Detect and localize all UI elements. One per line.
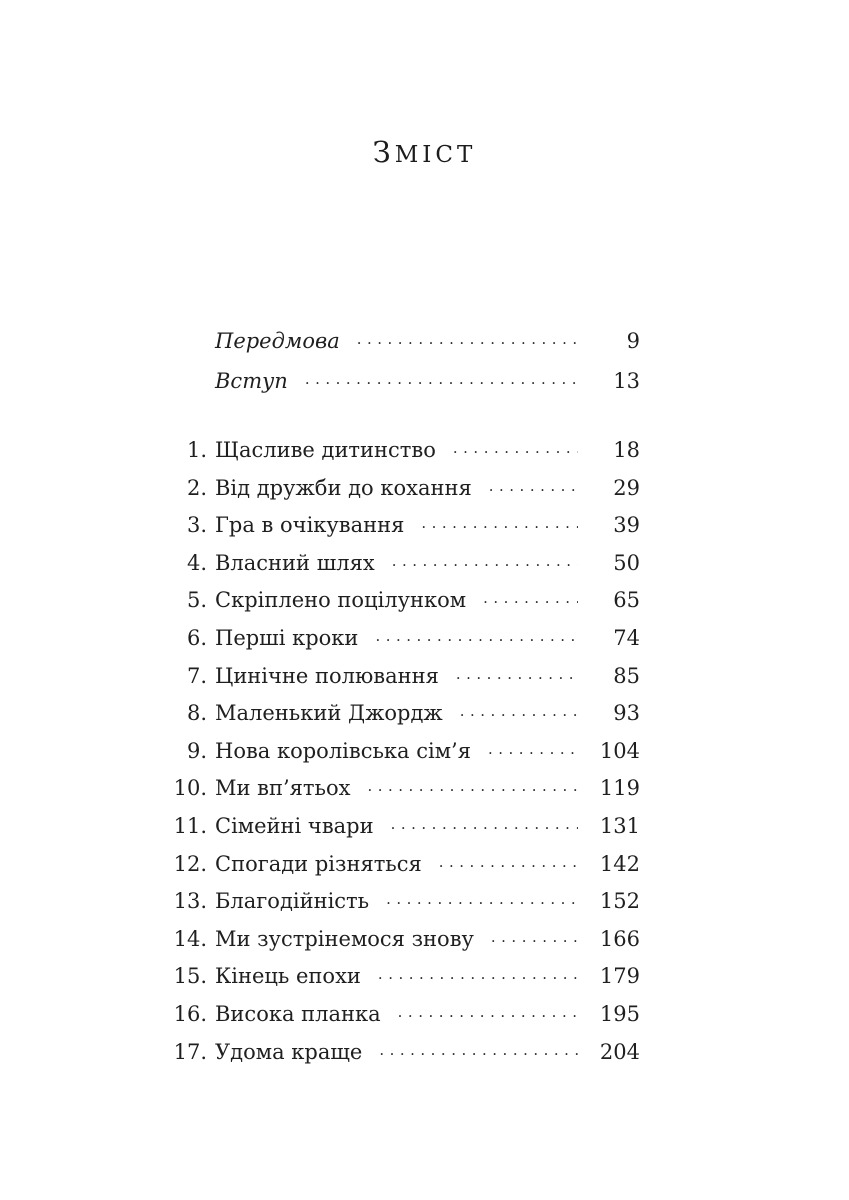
entry-title: Удома краще (215, 1039, 363, 1064)
chapter-number: 17. (173, 1039, 207, 1064)
entry-title: Скріплено поцілунком (215, 588, 467, 613)
dot-leader (421, 509, 578, 547)
dot-leader (489, 472, 578, 510)
entry-title: Гра в очікування (215, 513, 405, 538)
dot-leader (386, 885, 578, 923)
dot-leader (392, 547, 578, 585)
dot-leader (483, 584, 578, 622)
entry-title: Передмова (215, 329, 340, 353)
page-number: 29 (613, 475, 640, 500)
entry-title: Цинічне полювання (215, 663, 439, 688)
entry-title: Вступ (215, 369, 288, 393)
entry-title: Нова королівська сім’я (215, 738, 471, 763)
chapter-number: 12. (173, 851, 207, 876)
toc-chapter-row (150, 808, 640, 846)
chapter-number: 4. (186, 550, 207, 575)
chapter-number: 14. (173, 926, 207, 951)
dot-leader (488, 735, 578, 773)
chapter-number: 6. (186, 625, 207, 650)
chapter-number: 10. (173, 776, 207, 801)
entry-title: Висока планка (215, 1001, 381, 1026)
dot-leader (460, 697, 578, 735)
entry-title: Перші кроки (215, 625, 359, 650)
chapter-number: 8. (186, 701, 207, 726)
toc-chapter-row (150, 658, 640, 696)
toc-chapter-row (150, 507, 640, 545)
page-number: 39 (613, 513, 640, 538)
entry-title: Маленький Джордж (215, 701, 443, 726)
toc-chapter-row (150, 958, 640, 996)
chapter-number: 2. (186, 475, 207, 500)
entry-title: Спогади різняться (215, 851, 422, 876)
page-number: 179 (599, 964, 640, 989)
toc-front-matter-row (150, 321, 640, 361)
toc-chapter-row (150, 846, 640, 884)
toc-chapter-row (150, 1034, 640, 1072)
page-number: 152 (599, 889, 640, 914)
page-number: 9 (626, 329, 640, 353)
page-number: 204 (599, 1039, 640, 1064)
page-number: 142 (599, 851, 640, 876)
dot-leader (439, 848, 578, 886)
front-matter-list (150, 321, 640, 401)
page-number: 131 (599, 813, 640, 838)
toc-chapter-row (150, 770, 640, 808)
dot-leader (357, 323, 578, 363)
toc-front-matter-row (150, 361, 640, 401)
dot-leader (375, 622, 578, 660)
page-number: 195 (599, 1001, 640, 1026)
dot-leader (391, 810, 578, 848)
page-number: 119 (599, 776, 640, 801)
chapter-number: 16. (173, 1001, 207, 1026)
page-number: 65 (613, 588, 640, 613)
page-number: 13 (613, 369, 640, 393)
page-number: 50 (613, 550, 640, 575)
chapter-number: 3. (186, 513, 207, 538)
chapter-number: 15. (173, 964, 207, 989)
toc-lists (150, 321, 640, 1071)
entry-title: Власний шлях (215, 550, 375, 575)
page-title: ЗМІСТ (372, 135, 477, 169)
entry-title: Щасливе дитинство (215, 438, 436, 462)
chapter-list (150, 432, 640, 1071)
dot-leader (305, 363, 578, 403)
entry-title: Благодійність (215, 889, 370, 914)
toc-chapter-row (150, 470, 640, 508)
page-number: 18 (613, 438, 640, 462)
toc-chapter-row (150, 695, 640, 733)
chapter-number: 11. (173, 813, 207, 838)
chapter-number: 1. (186, 438, 207, 462)
entry-title: Ми зустрінемося знову (215, 926, 474, 951)
toc-chapter-row (150, 432, 640, 470)
toc-chapter-row (150, 620, 640, 658)
entry-title: Кінець епохи (215, 964, 361, 989)
entry-title: Сімейні чвари (215, 813, 374, 838)
dot-leader (378, 960, 578, 998)
chapter-number: 5. (186, 588, 207, 613)
page-number: 85 (613, 663, 640, 688)
toc-chapter-row (150, 996, 640, 1034)
toc-chapter-row (150, 883, 640, 921)
toc-chapter-row (150, 733, 640, 771)
page-number: 74 (613, 625, 640, 650)
page-number: 93 (613, 701, 640, 726)
dot-leader (453, 434, 578, 472)
toc-chapter-row (150, 582, 640, 620)
toc-chapter-row (150, 545, 640, 583)
dot-leader (398, 998, 578, 1036)
entry-title: Ми вп’ятьох (215, 776, 351, 801)
toc-chapter-row (150, 921, 640, 959)
page-number: 166 (599, 926, 640, 951)
dot-leader (491, 923, 578, 961)
dot-leader (456, 660, 578, 698)
chapter-number: 7. (186, 663, 207, 688)
chapter-number: 9. (186, 738, 207, 763)
dot-leader (379, 1036, 578, 1074)
dot-leader (367, 772, 578, 810)
page-number: 104 (599, 738, 640, 763)
entry-title: Від дружби до кохання (215, 475, 472, 500)
chapter-number: 13. (173, 889, 207, 914)
